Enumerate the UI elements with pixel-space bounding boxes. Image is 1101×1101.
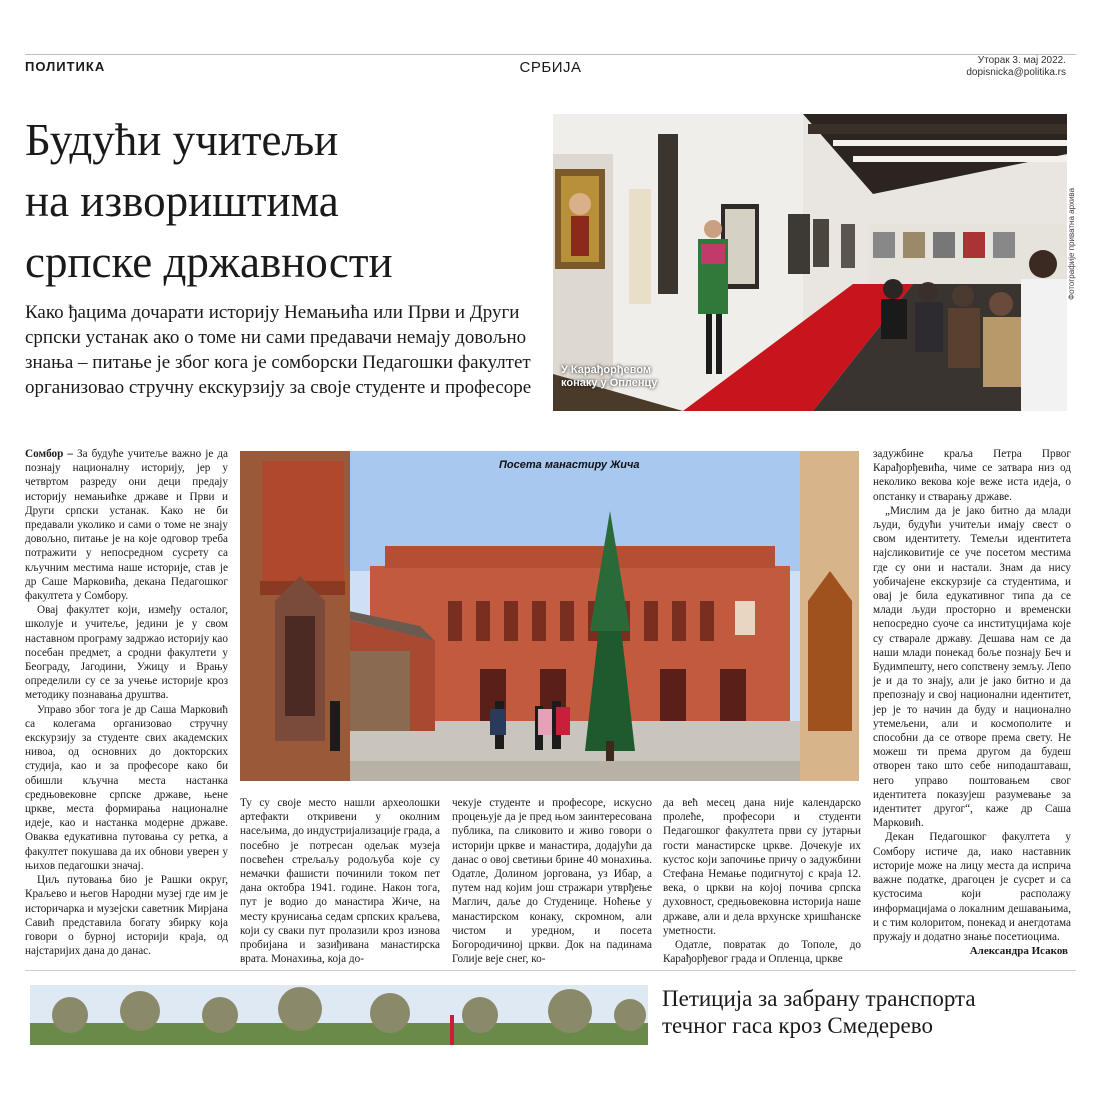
paragraph: Овај факултет који, између осталог, школује и учитеље, једини је у свом наставном програму задржао историју као посебан предмет, а сродни факултети у Београду, Јагодини, Ужицу и Врању определили су се за учење историје кроз методику познавања друштва. [25,604,228,702]
photo-konak-interior [553,114,1067,411]
issue-date: Уторак 3. мај 2022. [977,55,1066,66]
section-title: СРБИЈА [519,59,582,76]
paragraph-text: За будуће учитеље важно је да познају националну историју, јер у четвртом разреду они деци предају историју немањићке државе и Први и Други српски устанак. Како не би предавали уколико и сами о томе не знају довољно, питање је на које одговор треба потражити у непосредном сусрету са кључним местима наше историје, став је др Саше Марковића, декана Педагошког факултета у Сомбору. [25,448,229,603]
header-rule [25,54,1076,55]
article-separator [25,970,1076,971]
headline-line: Петиција за забрану транспорта [662,986,976,1011]
photo-caption [561,364,657,390]
newspaper-logo: ПОЛИТИКА [25,59,106,74]
paragraph: Одатле, повратак до Тополе, до Карађорђевог града и Опленца, цркве [663,939,861,966]
park-illustration [30,985,648,1045]
column-4 [663,796,861,966]
next-article-headline[interactable] [662,985,1082,1039]
paragraph [25,447,228,603]
zica-monastery-illustration [240,451,859,781]
contact-email[interactable]: dopisnicka@politika.rs [966,67,1066,78]
photo-next-article [30,985,648,1045]
paragraph: Управо због тога је др Саша Марковић са колегама организовао стручну екскурзију за студенте свих академских нивоа, од основних до докторских студија, као и за професоре како би обишли кључна места настанка средњовековне српске државе, њене цркве, места формирања националне идеје, као и настанка модерне државе. Оваква едукативна путовања су ретка, а факултет покушава да их обнови уверен у њихов педагошки значај. [25,703,228,872]
paragraph: чекује студенте и професоре, искусно процењује да је пред њом заинтересована публика, па сликовито и живо говори о историји цркве и манастира, додајући да данас о овој светињи брине 40 монахиња. Одатле, Долином јоргована, уз Ибар, а путем над којим још стражари утврђење Маглич, даље до Студенице. Ноћење у манастирском конаку, скромном, али чистом и уредном, и посета Богородичиној цркви. Док на падинама Голије веје снег, ко- [452,797,652,966]
column-2 [240,796,440,966]
column-5 [873,447,1071,944]
headline-line: Будући учитељи [25,115,339,165]
headline-line: на извориштима [25,176,339,226]
photo-caption: Посета манастиру Жича [499,459,640,471]
column-1 [25,447,228,958]
photo-credit: Фотографије приватна архива [1067,187,1076,300]
paragraph: Декан Педагошког факултета у Сомбору истиче да, иако наставник историје може на лицу места да исприча важне податке, драгоцен је сусрет и са кустосима који располажу информацијама о локалним дешавањима, и с тим колоритом, понекад и анегдотама пружају и додатно знање посетиоцима. [873,831,1071,943]
dateline: Сомбор – [25,448,73,460]
caption-line: У Карађорђевом [561,364,652,376]
photo-zica-monastery [240,451,859,781]
paragraph: Циљ путовања био је Рашки округ, Краљево и његов Народни музеј где им је историчарка и музејски саветник Мирјана Савић представила богату збирку која говори о бурној историји краја, од најстаријих дана до данас. [25,874,228,958]
article-deck: Како ђацима дочарати историју Немањића или Први и Други српски устанак ако о томе ни сами предавачи немају довољно знања – питање је због кога је сомборски Педагошки факултет организовао стручну екскурзију за своје студенте и професоре [25,302,532,398]
column-3 [452,796,652,966]
headline-line: течног гаса кроз Смедерево [662,1013,933,1038]
paragraph: задужбине краља Петра Првог Карађорђевића, чиме се затвара низ од неколико векова које веже иста идеја, о опстанку и стварању државе. [873,448,1071,503]
paragraph: Ту су своје место нашли археолошки артефакти откривени у околним насељима, до индустријализације града, а посебно је потресан одељак музеја посвећен стрељаљу родољуба које су немачки фашисти починили током пет дана октобра 1941. године. Након тога, пут је водио до манастира Жиче, на месту крунисања седам српских краљева, који су сваки пут пролазили кроз изнова пробијана и зазиђивана манастирска врата. Монахиња, која до- [240,797,440,966]
article-headline [25,110,535,293]
author-byline: Александра Исаков [969,945,1068,957]
caption-line: конаку у Опленцу [561,377,658,389]
header-meta [966,55,1066,79]
paragraph: „Мислим да је јако битно да млади људи, будући учитељи имају свест о свом идентитету. Темељи идентитета најсликовитије се уче посетом местима где су они и настали. Знам да нису уобичајене екскурзије са студентима, и овај је била едукативног типа да се млади људи просторно и временски непосредно суоче са институцијама које су стварале државу. Дешава нам се да наши млади понекад боље познају Беч и Будимпешту, него сопствену земљу. Лепо је и да то знају, али је јако битно и да препознају и свој национални идентитет, јер је то начин да буду и национално утемељени, али и космополите и способни да се отворе према свету. Не можеш ти према другом да будеш отворен тако што себе ниподаштаваш, него управо поштовањем свог идентитета показујеш разумевање за идентитет другог“, каже др Саша Марковић. [873,504,1071,830]
paragraph: да већ месец дана није календарско пролеће, професори и студенти Педагошког факултета први су јутарњи гости манастирске цркве. Дочекује их кустос који започиње причу о задужбини Стефана Немање подигнутој с краја 12. века, о цркви на којој почива српска духовност, средњовековна историја наше државе, али и дела врхунске хришћанске уметности. [663,797,861,937]
headline-line: српске државности [25,237,393,287]
